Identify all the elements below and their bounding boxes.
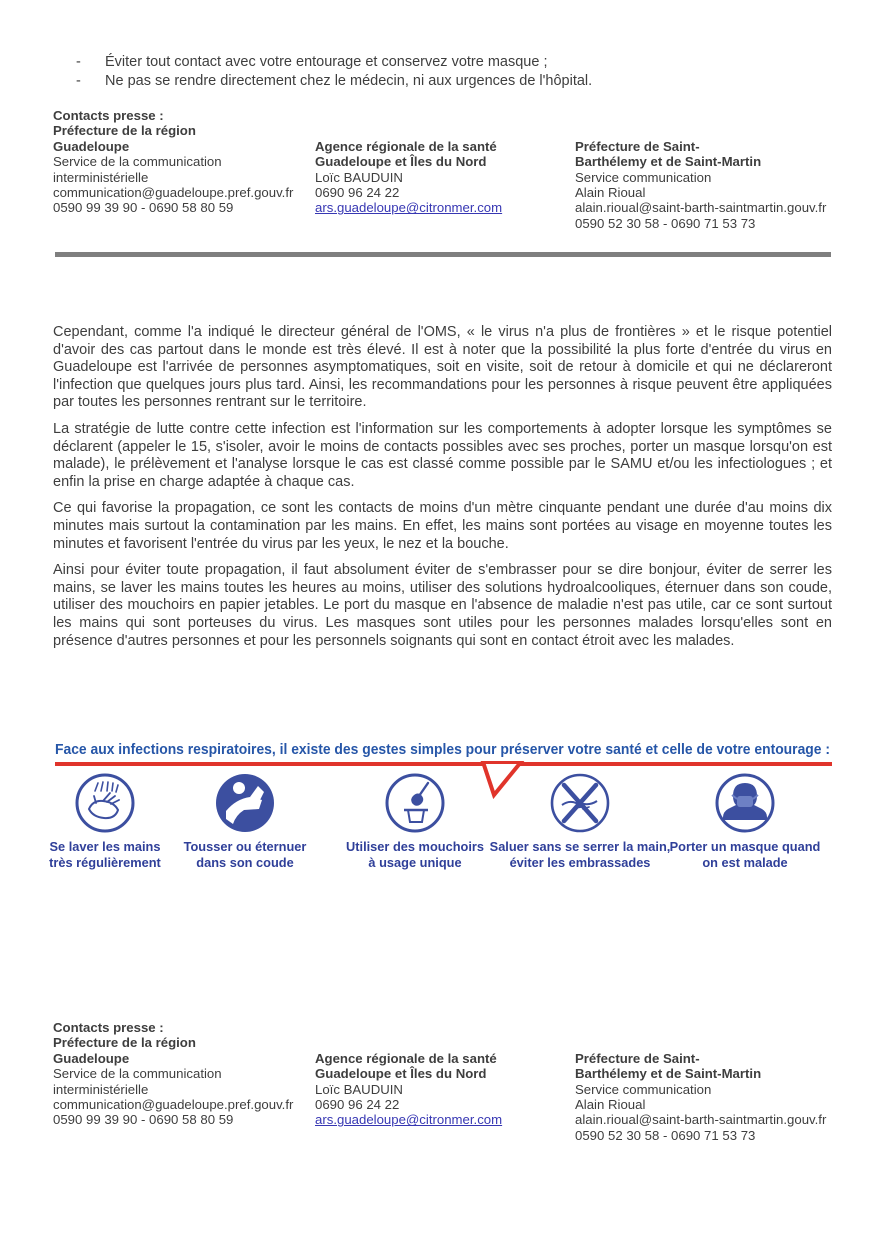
org-name-line: Agence régionale de la santé [315,1050,497,1066]
contact-col-ars [315,139,575,231]
org-name-line: Préfecture de la région [53,123,196,139]
bullet-list [76,53,826,90]
body-paragraph-2: La stratégie de lutte contre cette infection est l'information sur les comportements à adopter lorsque les symptômes se déclarent (appeler le 15, s'isoler, avoir le moins de contacts possibles avec ses proches, porter un masque lorsqu'on est malade), le prélèvement et l'analyse lorsque le cas est classé comme possible par le SAMU et/ou les infectiologues ; et enfin la prise en charge adaptée à chaque cas. [53,420,832,490]
body-paragraph-4: Ainsi pour éviter toute propagation, il faut absolument éviter de s'embrasser pour se dire bonjour, éviter de serrer les mains, se laver les mains toutes les heures au moins, utiliser des solutions hydroalcooliques, éternuer dans son coude, utiliser des mouchoirs en papier jetables. Le port du masque en l'absence de maladie n'est pas utile, car ce sont surtout les mains qui sont porteuses du virus. Les masques sont utiles pour les personnes malades lorsqu'elles sont en présence d'autres personnes et pour les personnels soignants qui sont en contact étroit avec les malades. [53,562,832,649]
contact-email: alain.rioual@saint-barth-saintmartin.gouv.fr [575,1112,827,1128]
contact-service-line: Service communication [575,169,712,185]
contact-person: Alain Rioual [575,1097,646,1113]
org-name-line: Barthélemy et de Saint-Martin [575,154,762,170]
banner-heading [55,738,832,760]
contact-col-prefecture-guadeloupe [53,1020,315,1143]
contact-phones: 0690 96 24 22 [315,1097,400,1113]
body-paragraph-1: Cependant, comme l'a indiqué le directeur général de l'OMS, « le virus n'a plus de frontières » et le risque potentiel d'avoir des cas partout dans le monde est très élevé. Il est à noter que la possibilité la plus forte d'entrée du virus en Guadeloupe est l'arrivée de personnes asymptomatiques, soit en visite, soit de retour à domicile et qui ne déclareront l'infection que quelques jours plus tard. Ainsi, les recommandations pour les personnes à risque peuvent être appliquées par toutes les personnes rentrant sur le territoire. [53,324,832,411]
prevention-label: Saluer sans se serrer la main, éviter les embrassades [489,839,671,870]
prevention-label: Porter un masque quand on est malade [669,839,821,870]
org-name-line: Guadeloupe et Îles du Nord [315,1066,487,1082]
contact-service-line: Service de la communication [53,154,222,170]
prevention-banner [49,738,832,880]
org-name-line: Barthélemy et de Saint-Martin [575,1066,762,1082]
contact-person: Alain Rioual [575,185,646,201]
press-contacts-heading: Contacts presse : [53,1020,164,1035]
contact-person: Loïc BAUDUIN [315,1081,403,1097]
single-use-tissue-icon [384,772,446,834]
org-name-line: Guadeloupe et Îles du Nord [315,154,487,170]
prevention-icon-row [49,772,832,880]
bullet-text: Ne pas se rendre directement chez le médecin, ni aux urgences de l'hôpital. [105,72,593,89]
org-name-line: Préfecture de Saint- [575,138,700,154]
wash-hands-icon [74,772,136,834]
bullet-marker: - [76,54,81,70]
contact-service-line: interministérielle [53,169,149,185]
contact-service-line: Service communication [575,1081,712,1097]
banner-underline [55,762,832,766]
contact-col-prefecture-saint-martin [575,139,835,231]
face-mask-icon [714,772,776,834]
section-divider [55,252,831,257]
bullet-text: Éviter tout contact avec votre entourage et conservez votre masque ; [105,54,548,70]
body-text [53,324,832,659]
prevention-label: Tousser ou éternuer dans son coude [183,839,307,870]
bullet-marker: - [76,72,81,89]
ars-email-link[interactable]: ars.guadeloupe@citronmer.com [315,1112,503,1128]
contact-email: alain.rioual@saint-barth-saintmartin.gouv.fr [575,200,827,216]
contact-phones: 0590 99 39 90 - 0690 58 80 59 [53,1112,234,1128]
prevention-label: Se laver les mains très régulièrement [49,839,161,870]
contact-person: Loïc BAUDUIN [315,169,403,185]
banner-heading-text: Face aux infections respiratoires, il existe des gestes simples pour préserver votre santé et celle de votre entourage : [55,741,830,758]
org-name-line: Préfecture de la région [53,1035,196,1051]
org-name-line: Guadeloupe [53,138,130,154]
prevention-item-face-mask [643,772,847,870]
cough-elbow-icon [214,772,276,834]
contact-email: communication@guadeloupe.pref.gouv.fr [53,185,294,201]
contact-phones: 0590 52 30 58 - 0690 71 53 73 [575,1127,756,1143]
body-paragraph-3: Ce qui favorise la propagation, ce sont les contacts de moins d'un mètre cinquante pendant une durée d'au moins dix minutes mais surtout la contamination par les mains. En effet, les mains sont portées au visage en moyenne toutes les minutes et favorisent l'entrée du virus par les yeux, le nez et la bouche. [53,500,832,552]
contact-service-line: Service de la communication [53,1066,222,1082]
press-contacts-bottom [53,1020,835,1143]
contact-col-ars [315,1051,575,1143]
contact-phones: 0590 99 39 90 - 0690 58 80 59 [53,200,234,216]
bullet-item [76,53,826,72]
contact-service-line: interministérielle [53,1081,149,1097]
contact-phones: 0690 96 24 22 [315,185,400,201]
org-name-line: Préfecture de Saint- [575,1050,700,1066]
contact-phones: 0590 52 30 58 - 0690 71 53 73 [575,215,756,231]
no-handshake-icon [549,772,611,834]
press-contacts-heading: Contacts presse : [53,108,164,123]
contact-email: communication@guadeloupe.pref.gouv.fr [53,1097,294,1113]
org-name-line: Guadeloupe [53,1050,130,1066]
org-name-line: Agence régionale de la santé [315,138,497,154]
press-contacts-top [53,108,835,231]
contact-col-prefecture-guadeloupe [53,108,315,231]
prevention-label: Utiliser des mouchoirs à usage unique [346,839,484,870]
ars-email-link[interactable]: ars.guadeloupe@citronmer.com [315,200,503,216]
bullet-item [76,72,826,91]
contact-col-prefecture-saint-martin [575,1051,835,1143]
